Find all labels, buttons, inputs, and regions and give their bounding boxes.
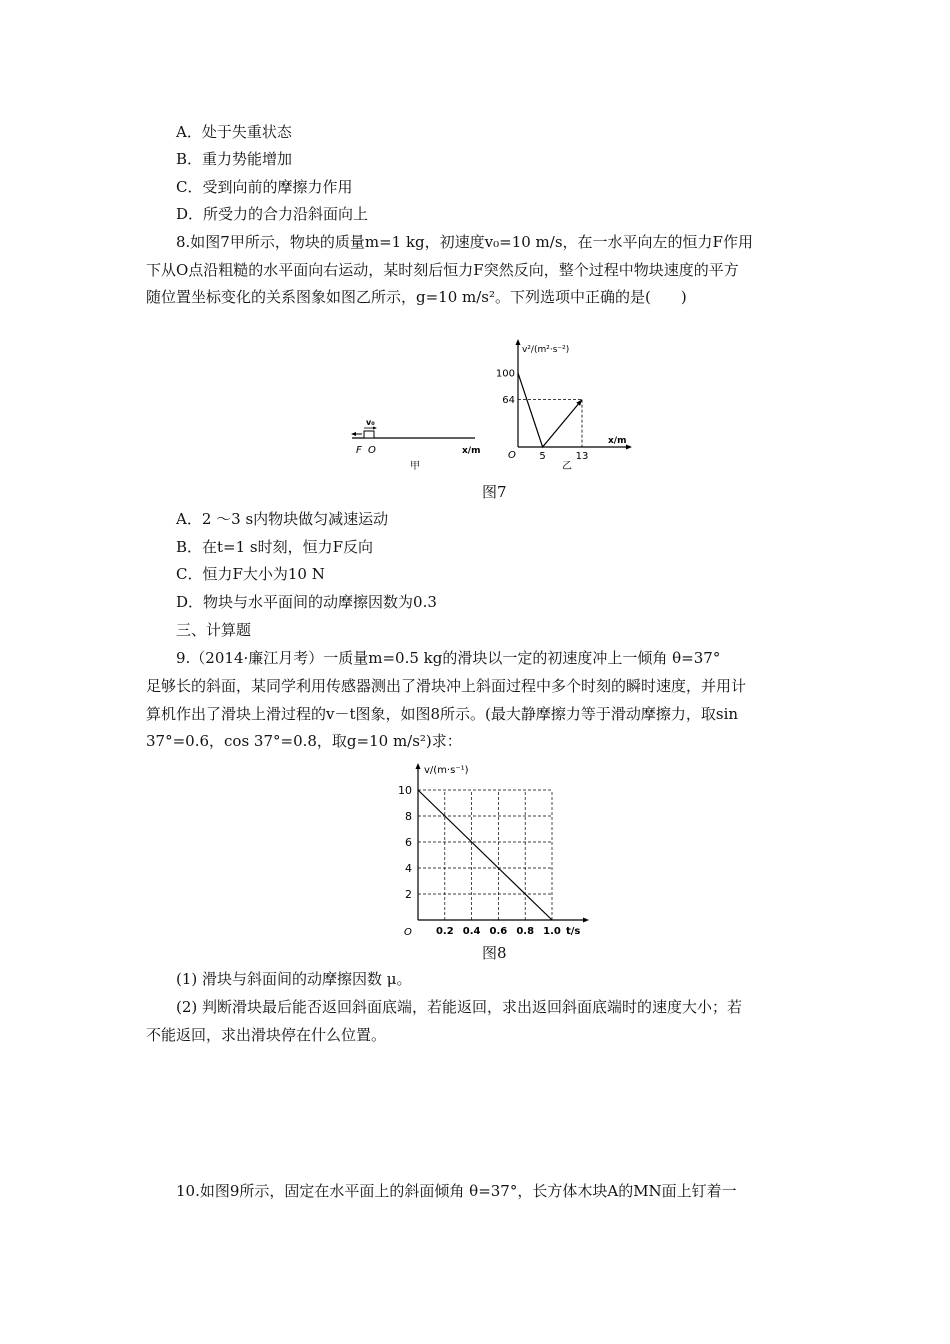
yi-x-tick-label: 13: [575, 451, 589, 462]
fig8-y-tick-label: 8: [405, 810, 412, 823]
fig8-origin-label: O: [404, 927, 412, 938]
fig8-x-tick-label: 0.8: [516, 926, 535, 937]
yi-y-tick-label: 64: [502, 395, 515, 407]
q9-stem-line-4: 37°=0.6，cos 37°=0.8，取g=10 m/s²)求：: [146, 732, 462, 750]
fig8-y-tick-label: 6: [405, 836, 412, 849]
yi-y-axis-label: v²/(m²·s⁻²): [522, 345, 570, 355]
jia-name: 甲: [410, 461, 420, 472]
yi-x-tick-label: 5: [539, 451, 546, 462]
fig8-y-tick-label: 4: [405, 862, 412, 875]
fig8-x-axis-label: t/s: [566, 926, 581, 937]
figure-7-caption: 图7: [482, 483, 507, 501]
q8-stem-line-3: 随位置坐标变化的关系图象如图乙所示，g=10 m/s²。下列选项中正确的是( ): [146, 288, 687, 306]
fig8-x-tick-label: 0.2: [435, 926, 454, 937]
q9-stem-line-3: 算机作出了滑块上滑过程的v－t图象，如图8所示。(最大静摩擦力等于滑动摩擦力，取sin: [146, 705, 739, 723]
q9-sub-2-line-2: 不能返回，求出滑块停在什么位置。: [146, 1026, 387, 1044]
yi-name: 乙: [562, 461, 572, 472]
jia-x-label: x/m: [462, 446, 481, 456]
fig8-x-tick-label: 1.0: [543, 926, 561, 937]
yi-x-axis-label: x/m: [608, 436, 627, 446]
q7-option-c: C．受到向前的摩擦力作用: [176, 178, 353, 196]
q8-option-c: C．恒力F大小为10 N: [176, 565, 325, 583]
q10-stem-line-1: 10.如图9所示，固定在水平面上的斜面倾角 θ=37°，长方体木块A的MN面上钉着一: [176, 1182, 737, 1200]
figure-8-caption: 图8: [482, 944, 507, 962]
q9-stem-line-2: 足够长的斜面，某同学利用传感器测出了滑块冲上斜面过程中多个时刻的瞬时速度，并用计: [146, 677, 747, 695]
q9-stem-line-1: 9.（2014·廉江月考）一质量m=0.5 kg的滑块以一定的初速度冲上一倾角 θ=37°: [176, 649, 721, 667]
figure-7-jia: [351, 418, 480, 472]
q8-option-b: B．在t=1 s时刻，恒力F反向: [176, 538, 374, 556]
fig8-x-tick-label: 0.4: [462, 926, 481, 937]
yi-y-tick-label: 100: [495, 368, 515, 380]
fig8-y-tick-label: 10: [398, 784, 412, 797]
figure-7: [340, 335, 640, 475]
q8-stem-line-1: 8.如图7甲所示，物块的质量m=1 kg，初速度v₀=10 m/s，在一水平向左的恒力F作用: [176, 233, 753, 251]
jia-v0-label: v₀: [366, 418, 375, 427]
q7-option-d: D．所受力的合力沿斜面向上: [176, 205, 369, 223]
jia-f-label: F: [356, 445, 362, 456]
yi-series-line: [518, 373, 582, 447]
jia-o-label: O: [368, 445, 376, 456]
q9-sub-1: (1) 滑块与斜面间的动摩擦因数 μ。: [176, 970, 412, 988]
fig8-x-tick-label: 0.6: [489, 926, 508, 937]
fig8-y-axis-label: v/(m·s⁻¹): [424, 765, 469, 776]
section-title: 三、计算题: [176, 621, 252, 639]
q8-option-a: A．2 ～3 s内物块做匀减速运动: [176, 510, 389, 528]
figure-8-chart: [390, 760, 600, 940]
q7-option-a: A．处于失重状态: [176, 123, 292, 141]
q7-option-b: B．重力势能增加: [176, 150, 293, 168]
figure-7-yi-chart: [496, 339, 632, 472]
q8-stem-line-2: 下从O点沿粗糙的水平面向右运动，某时刻后恒力F突然反向，整个过程中物块速度的平方: [146, 261, 739, 279]
q9-sub-2-line-1: (2) 判断滑块最后能否返回斜面底端，若能返回，求出返回斜面底端时的速度大小；若: [176, 998, 743, 1016]
fig8-series-line: [418, 790, 552, 920]
fig8-y-tick-label: 2: [405, 888, 412, 901]
q8-option-d: D．物块与水平面间的动摩擦因数为0.3: [176, 593, 437, 611]
yi-origin-label: O: [508, 450, 516, 461]
